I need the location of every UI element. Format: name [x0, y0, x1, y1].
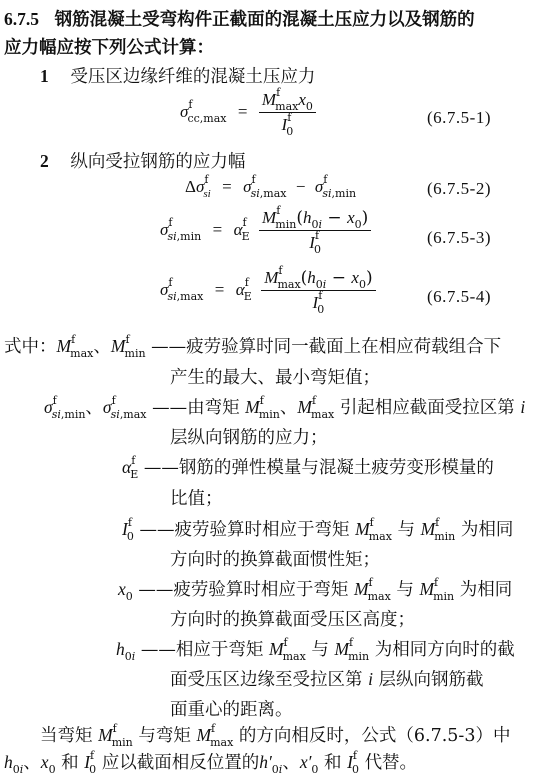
note-line-1: 当弯矩 $M^f_{min}$ 与弯矩 $M^f_{max}$ 的方向相反时，公式（6.7.5-3）中	[40, 722, 511, 749]
section-number: 6.7.5	[4, 9, 39, 29]
definition-text: 层纵向钢筋的应力；	[170, 428, 328, 448]
definition-x0: $x_0$ ——疲劳验算时相应于弯矩 $M^f_{max}$ 与 $M^f_{min}$ 为相同	[118, 576, 513, 603]
equation-number: (6.7.5-1)	[427, 108, 491, 127]
definition-alpha: $\alpha^f_E$ ——钢筋的弹性模量与混凝土疲劳变形模量的	[122, 454, 494, 481]
item-number: 2	[40, 151, 49, 171]
definition-text: 方向时的换算截面惯性矩；	[170, 550, 380, 570]
item-2	[40, 148, 245, 173]
definition-text: 面重心的距离。	[170, 700, 293, 720]
section-title-line1: 钢筋混凝土受弯构件正截面的混凝土压应力以及钢筋的	[54, 10, 475, 30]
equation-number: (6.7.5-3)	[427, 228, 491, 247]
definition-text: 面受压区边缘至受拉区第 i 层纵向钢筋截	[170, 669, 484, 690]
equation-number: (6.7.5-2)	[427, 179, 491, 198]
section-title-line2: 应力幅应按下列公式计算：	[4, 38, 214, 58]
equation-6-7-5-1: $\sigma^f_{cc,max}$ = $\frac{M^f_{max}x_0}{I^f_0}$	[180, 90, 316, 135]
equation-6-7-5-2: $\Delta\sigma^f_{si} = \sigma^f_{si,max} - \sigma^f_{si,min}$	[185, 173, 357, 200]
item-number: 1	[40, 66, 49, 86]
equation-6-7-5-3: $\sigma^f_{si,min} = \alpha^f_E$ $\frac{M^f_{min}(h_{0i} - x_0)}{I^f_0}$	[160, 208, 371, 253]
definition-inertia: $I^f_0$ ——疲劳验算时相应于弯矩 $M^f_{max}$ 与 $M^f_{min}$ 为相同	[122, 516, 514, 543]
item-1	[40, 63, 315, 88]
equation-number: (6.7.5-4)	[427, 287, 491, 306]
definition-stresses: $\sigma^f_{si,min}$、$\sigma^f_{si,max}$ ——由弯矩 $M^f_{min}$、$M^f_{max}$ 引起相应截面受拉区第 i	[44, 394, 526, 421]
where-label: 式中：	[4, 337, 57, 357]
definition-text: 方向时的换算截面受压区高度；	[170, 610, 415, 630]
item-text: 受压区边缘纤维的混凝土压应力	[70, 67, 316, 87]
definition-moments: 式中：$M^f_{max}$、$M^f_{min}$ ——疲劳验算时同一截面上在相应荷载组合下	[4, 333, 502, 360]
item-text: 纵向受拉钢筋的应力幅	[70, 152, 246, 172]
definition-text: 比值；	[170, 489, 223, 509]
definition-text: 产生的最大、最小弯矩值；	[170, 368, 380, 388]
section-heading	[4, 6, 475, 31]
note-line-2: $h_{0i}$、$x_0$ 和 $I^f_0$ 应以截面相反位置的$h'_{0i}$、$x'_0$ 和 $I^f_0$ 代替。	[4, 749, 418, 776]
definition-h0i: $h_{0i}$ ——相应于弯矩 $M^f_{max}$ 与 $M^f_{min}$ 为相同方向时的截	[116, 636, 515, 663]
equation-6-7-5-4: $\sigma^f_{si,max} = \alpha^f_E$ $\frac{M^f_{max}(h_{0i} - x_0)}{I^f_0}$	[160, 268, 376, 313]
